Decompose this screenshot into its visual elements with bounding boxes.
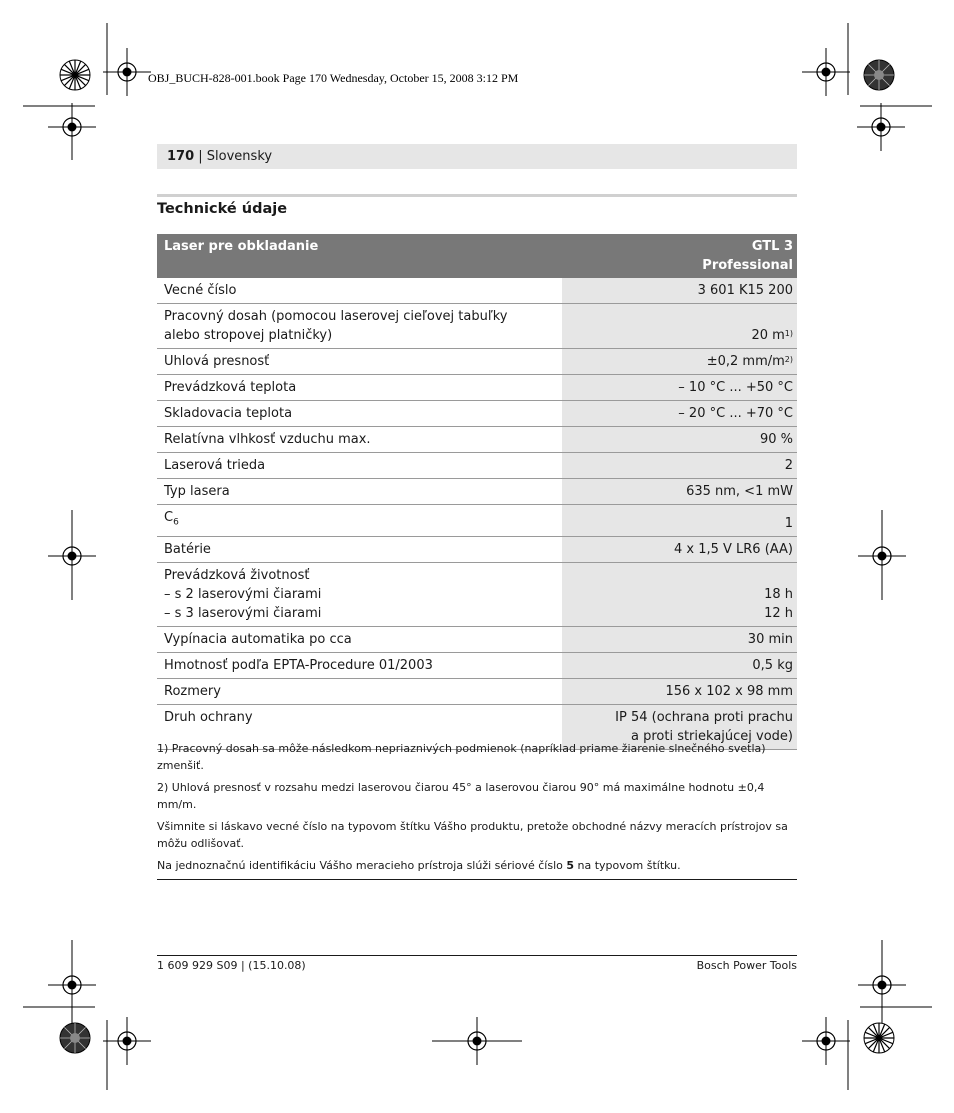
- row-value: – 20 °C ... +70 °C: [562, 401, 797, 427]
- row-value: 18 h 12 h: [562, 562, 797, 626]
- table-row: [157, 304, 797, 349]
- row-value: 30 min: [562, 626, 797, 652]
- row-value: 0,5 kg: [562, 652, 797, 678]
- page-header: [157, 144, 797, 169]
- row-label: Typ lasera: [157, 479, 562, 505]
- notes-divider: [157, 879, 797, 880]
- table-row: [157, 652, 797, 678]
- section-divider: [157, 194, 797, 197]
- row-value: 4 x 1,5 V LR6 (AA): [562, 536, 797, 562]
- subscript: 6: [173, 517, 179, 528]
- footer-document-id: 1 609 929 S09 | (15.10.08): [157, 959, 306, 972]
- page-language: Slovensky: [206, 149, 273, 164]
- row-label: Uhlová presnosť: [157, 349, 562, 375]
- footnote-2: 2) Uhlová presnosť v rozsahu medzi laserovou čiarou 45° a laserovou čiarou 90° má maximálne hodnotu ±0,4 mm/m.: [157, 781, 765, 811]
- row-label: Druh ochrany: [157, 704, 562, 749]
- row-label: Skladovacia teplota: [157, 401, 562, 427]
- row-label: Batérie: [157, 536, 562, 562]
- row-label: $C_6$: [157, 505, 562, 537]
- table-row: [157, 278, 797, 304]
- table-row: [157, 479, 797, 505]
- row-value: 635 nm, <1 mW: [562, 479, 797, 505]
- row-label: Vecné číslo: [157, 278, 562, 304]
- table-row: [157, 562, 797, 626]
- row-value: – 10 °C ... +50 °C: [562, 375, 797, 401]
- row-value: 20 $m^{1)}$: [562, 304, 797, 349]
- table-row: [157, 375, 797, 401]
- row-value: 3 601 K15 200: [562, 278, 797, 304]
- footnote-1: 1) Pracovný dosah sa môže následkom nepriaznivých podmienok (napríklad priame žiarenie slnečného svetla) zmenšiť.: [157, 742, 766, 772]
- note-serial-number: Na jednoznačnú identifikáciu Vášho meracieho prístroja slúži sériové číslo 5 na typovom štítku.: [157, 859, 681, 872]
- table-row: [157, 505, 797, 537]
- spec-table: [157, 234, 797, 750]
- table-row: [157, 401, 797, 427]
- serial-number-ref: 5: [566, 859, 575, 872]
- footer-brand: Bosch Power Tools: [696, 959, 797, 972]
- table-row: [157, 678, 797, 704]
- row-value: ±0,2 $mm/m^{2)}$: [562, 349, 797, 375]
- row-label: Prevádzková životnosť – s 2 laserovými čiarami – s 3 laserovými čiarami: [157, 562, 562, 626]
- row-value: IP 54 (ochrana proti prachu a proti striekajúcej vode): [562, 704, 797, 749]
- page-number: 170: [167, 149, 195, 164]
- table-row: [157, 349, 797, 375]
- row-label: Laserová trieda: [157, 453, 562, 479]
- section-title: Technické údaje: [157, 201, 288, 217]
- row-label: Vypínacia automatika po cca: [157, 626, 562, 652]
- row-value: 156 x 102 x 98 mm: [562, 678, 797, 704]
- row-label: Pracovný dosah (pomocou laserovej cieľovej tabuľky alebo stropovej platničky): [157, 304, 562, 349]
- footer-divider: [157, 955, 797, 956]
- note-product-number: Všimnite si láskavo vecné číslo na typovom štítku Vášho produktu, pretože obchodné názvy meracích prístrojov sa môžu odlišovať.: [157, 820, 788, 850]
- table-row: [157, 427, 797, 453]
- row-value: 90 %: [562, 427, 797, 453]
- row-label: Prevádzková teplota: [157, 375, 562, 401]
- row-value: 1: [562, 505, 797, 537]
- table-row: [157, 536, 797, 562]
- footnotes: [157, 740, 797, 879]
- book-header: OBJ_BUCH-828-001.book Page 170 Wednesday, October 15, 2008 3:12 PM: [148, 71, 519, 85]
- table-row: [157, 453, 797, 479]
- table-header-row: [157, 234, 797, 278]
- page-header-separator: |: [194, 149, 207, 164]
- footnote-ref: 1): [784, 329, 793, 338]
- row-label: Rozmery: [157, 678, 562, 704]
- row-label: Relatívna vlhkosť vzduchu max.: [157, 427, 562, 453]
- table-header-product-type: Laser pre obkladanie: [157, 234, 562, 278]
- table-row: [157, 626, 797, 652]
- table-header-model: GTL 3 Professional: [562, 234, 797, 278]
- row-label: Hmotnosť podľa EPTA-Procedure 01/2003: [157, 652, 562, 678]
- footnote-ref: 2): [784, 355, 793, 364]
- row-value: 2: [562, 453, 797, 479]
